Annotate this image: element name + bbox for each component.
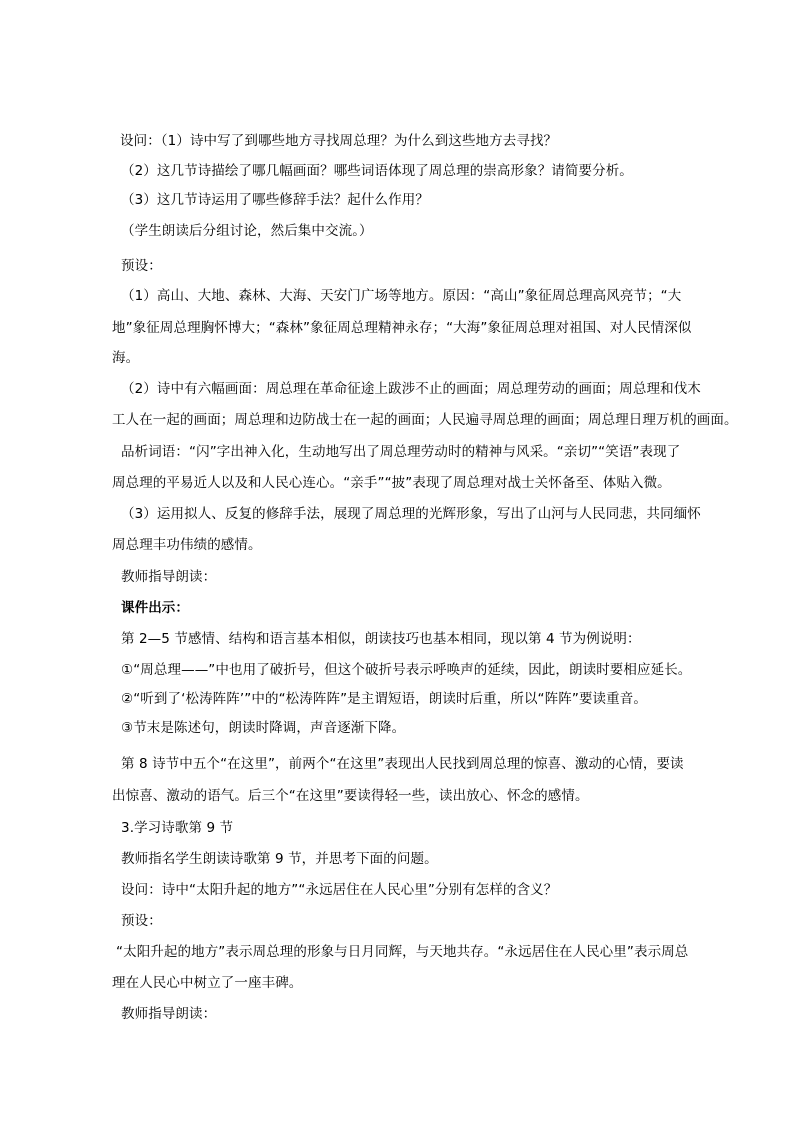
answer-1-line-1: （1）高山、大地、森林、大海、天安门广场等地方。原因：“高山”象征周总理高风亮节；“大 [121, 288, 682, 304]
teacher-reading-line: 教师指导朗读： [121, 569, 217, 585]
courseware-heading: 课件出示： [121, 600, 189, 616]
section-2-5-line: 第 2—5 节感情、结构和语言基本相似，朗读技巧也基本相同，现以第 4 节为例说明： [121, 631, 641, 647]
word-analysis-line-2: 周总理的平易近人以及和人民心连心。“亲手”“披”表现了周总理对战士关怀备至、体贴入微。 [112, 475, 671, 491]
answer-section-9-line-1: “太阳升起的地方”表示周总理的形象与日月同辉，与天地共存。“永远居住在人民心里”表示周总 [116, 944, 689, 960]
read-section-9-line: 教师指名学生朗读诗歌第 9 节，并思考下面的问题。 [121, 851, 438, 867]
point-3-line: ③节末是陈述句，朗读时降调，声音逐渐下降。 [121, 720, 406, 736]
answer-1-line-3: 海。 [112, 350, 140, 366]
section-8-line-2: 出惊喜、激动的语气。后三个“在这里”要读得轻一些，读出放心、怀念的感情。 [112, 788, 589, 804]
answer-3-line-2: 周总理丰功伟绩的感情。 [112, 537, 262, 553]
question-2-line: （2）这几节诗描绘了哪几幅画面？哪些词语体现了周总理的崇高形象？请简要分析。 [121, 163, 633, 179]
section-8-line-1: 第 8 诗节中五个“在这里”，前两个“在这里”表现出人民找到周总理的惊喜、激动的心情，要读 [121, 756, 684, 772]
answer-3-line-1: （3）运用拟人、反复的修辞手法，展现了周总理的光辉形象，写出了山河与人民同悲，共同缅怀 [121, 506, 701, 522]
question-section-9-line: 设问：诗中“太阳升起的地方”“永远居住在人民心里”分别有怎样的含义？ [121, 882, 558, 898]
question-3-line: （3）这几节诗运用了哪些修辞手法？起什么作用？ [121, 192, 429, 208]
question-1-line: 设问：（1）诗中写了到哪些地方寻找周总理？为什么到这些地方去寻找？ [120, 133, 558, 149]
answer-section-9-line-2: 理在人民心中树立了一座丰碑。 [112, 975, 303, 991]
preset-heading: 预设： [121, 258, 162, 274]
answer-1-line-2: 地”象征周总理胸怀博大；“森林”象征周总理精神永存；“大海”象征周总理对祖国、对人民情深似 [112, 320, 692, 336]
answer-2-line-2: 工人在一起的画面；周总理和边防战士在一起的画面；人民遍寻周总理的画面；周总理日理万机的画面。 [112, 412, 738, 428]
word-analysis-line-1: 品析词语：“闪”字出神入化，生动地写出了周总理劳动时的精神与风采。“亲切”“笑语”表现了 [121, 444, 681, 460]
step-3-heading: 3.学习诗歌第 9 节 [121, 820, 234, 836]
instruction-line: （学生朗读后分组讨论，然后集中交流。） [121, 223, 373, 239]
point-2-line: ②“听到了‘松涛阵阵’”中的“松涛阵阵”是主谓短语，朗读时后重，所以“阵阵”要读重音。 [121, 691, 647, 707]
preset-heading-2: 预设： [121, 913, 162, 929]
point-1-line: ①“周总理——”中也用了破折号，但这个破折号表示呼唤声的延续，因此，朗读时要相应延长。 [121, 662, 692, 678]
answer-2-line-1: （2）诗中有六幅画面：周总理在革命征途上跋涉不止的画面；周总理劳动的画面；周总理和伐木 [121, 381, 701, 397]
teacher-reading-line-2: 教师指导朗读： [121, 1006, 217, 1022]
